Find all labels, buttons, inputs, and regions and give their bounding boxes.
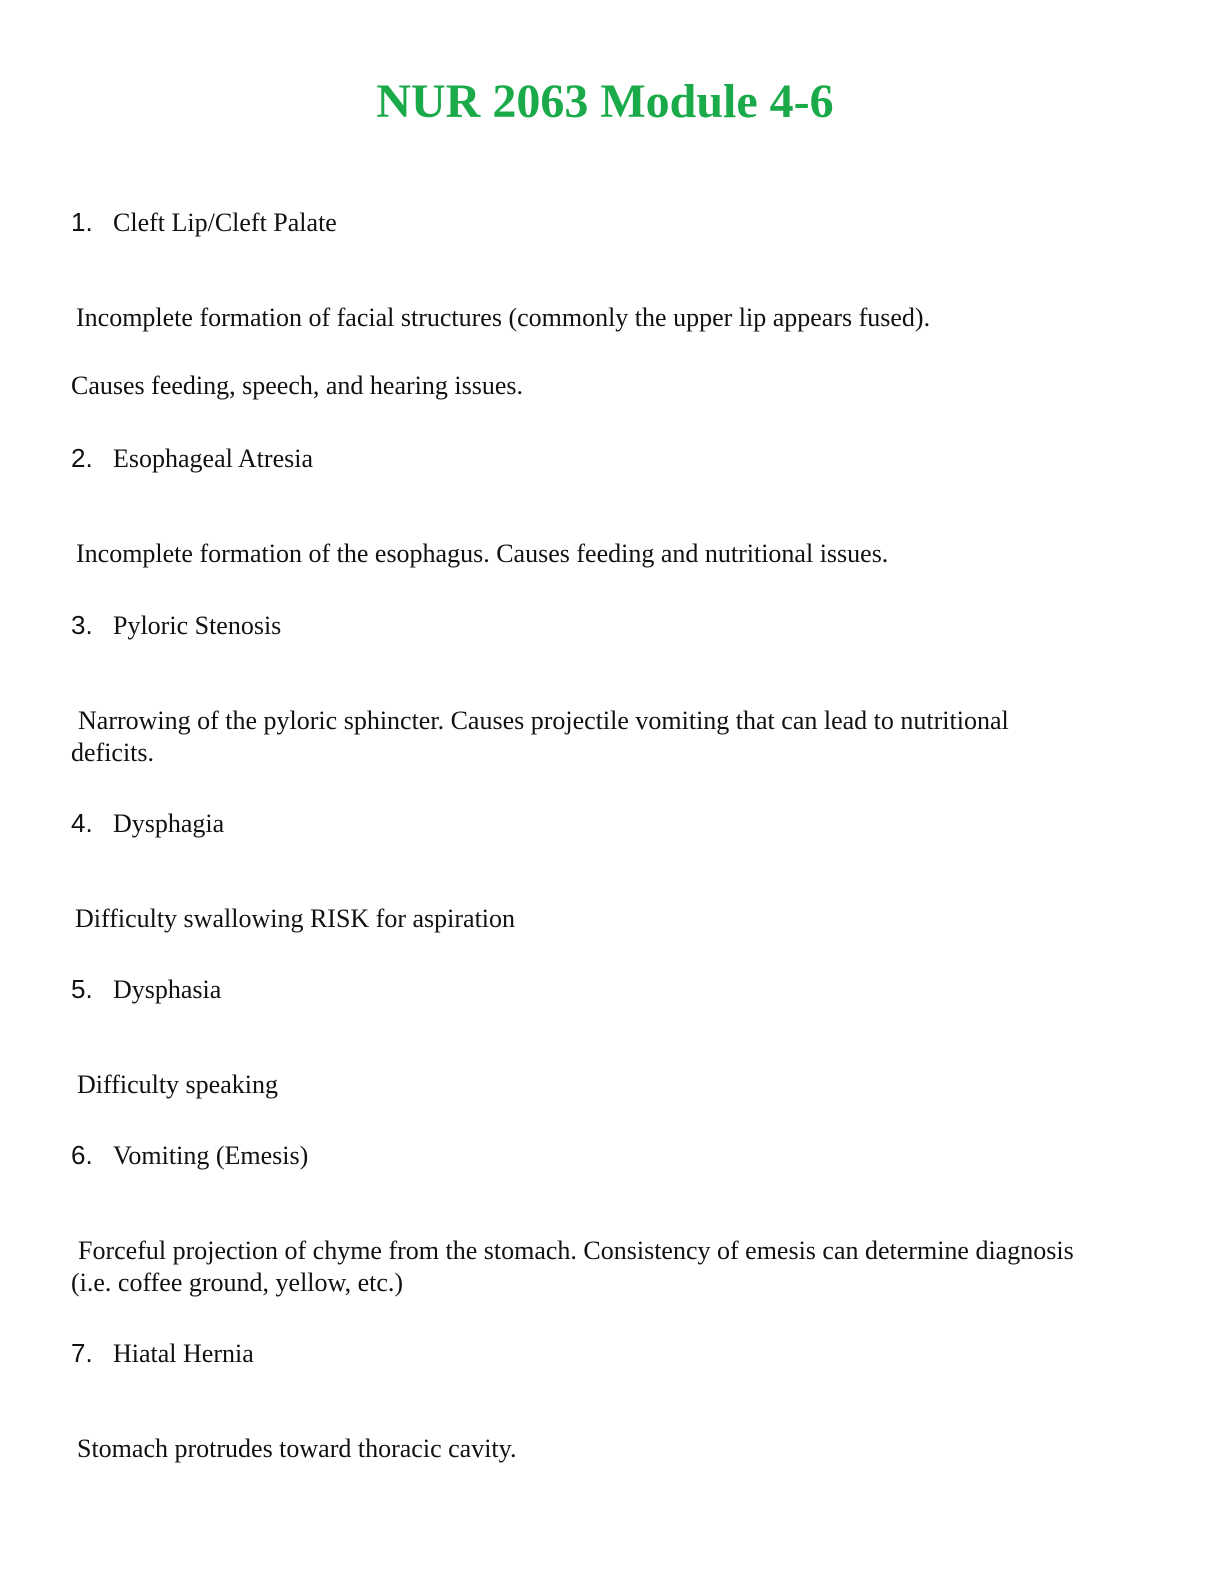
item-term: Hiatal Hernia bbox=[113, 1339, 254, 1368]
item-3-description: Narrowing of the pyloric sphincter. Causes projectile vomiting that can lead to nutritional bbox=[78, 706, 1009, 735]
item-term: Cleft Lip/Cleft Palate bbox=[113, 208, 337, 237]
item-1-heading bbox=[71, 206, 337, 239]
item-6-heading bbox=[71, 1139, 308, 1172]
item-number: 7. bbox=[71, 1338, 93, 1368]
item-term: Dysphagia bbox=[113, 809, 225, 838]
item-number: 1. bbox=[71, 207, 93, 237]
item-1-description: Incomplete formation of facial structures (commonly the upper lip appears fused). bbox=[76, 303, 931, 332]
item-number: 5. bbox=[71, 974, 93, 1004]
item-1-description-2: Causes feeding, speech, and hearing issues. bbox=[71, 371, 523, 400]
item-number: 4. bbox=[71, 808, 93, 838]
item-7-heading bbox=[71, 1337, 254, 1370]
item-5-heading bbox=[71, 973, 221, 1006]
item-term: Dysphasia bbox=[113, 975, 222, 1004]
item-6-description: Forceful projection of chyme from the stomach. Consistency of emesis can determine diagnosis bbox=[78, 1236, 1074, 1265]
item-2-description: Incomplete formation of the esophagus. Causes feeding and nutritional issues. bbox=[76, 539, 889, 568]
item-number: 2. bbox=[71, 443, 93, 473]
item-term: Vomiting (Emesis) bbox=[113, 1141, 309, 1170]
item-6-description-2: (i.e. coffee ground, yellow, etc.) bbox=[71, 1268, 404, 1297]
item-5-description: Difficulty speaking bbox=[77, 1070, 278, 1099]
item-4-heading bbox=[71, 807, 224, 840]
item-number: 6. bbox=[71, 1140, 93, 1170]
item-3-description-2: deficits. bbox=[71, 738, 155, 767]
item-number: 3. bbox=[71, 610, 93, 640]
item-term: Pyloric Stenosis bbox=[113, 611, 282, 640]
document-title: NUR 2063 Module 4-6 bbox=[376, 75, 834, 128]
item-2-heading bbox=[71, 442, 313, 475]
item-7-description: Stomach protrudes toward thoracic cavity. bbox=[77, 1434, 517, 1463]
item-term: Esophageal Atresia bbox=[113, 444, 313, 473]
item-3-heading bbox=[71, 609, 281, 642]
item-4-description: Difficulty swallowing RISK for aspiration bbox=[75, 904, 516, 933]
